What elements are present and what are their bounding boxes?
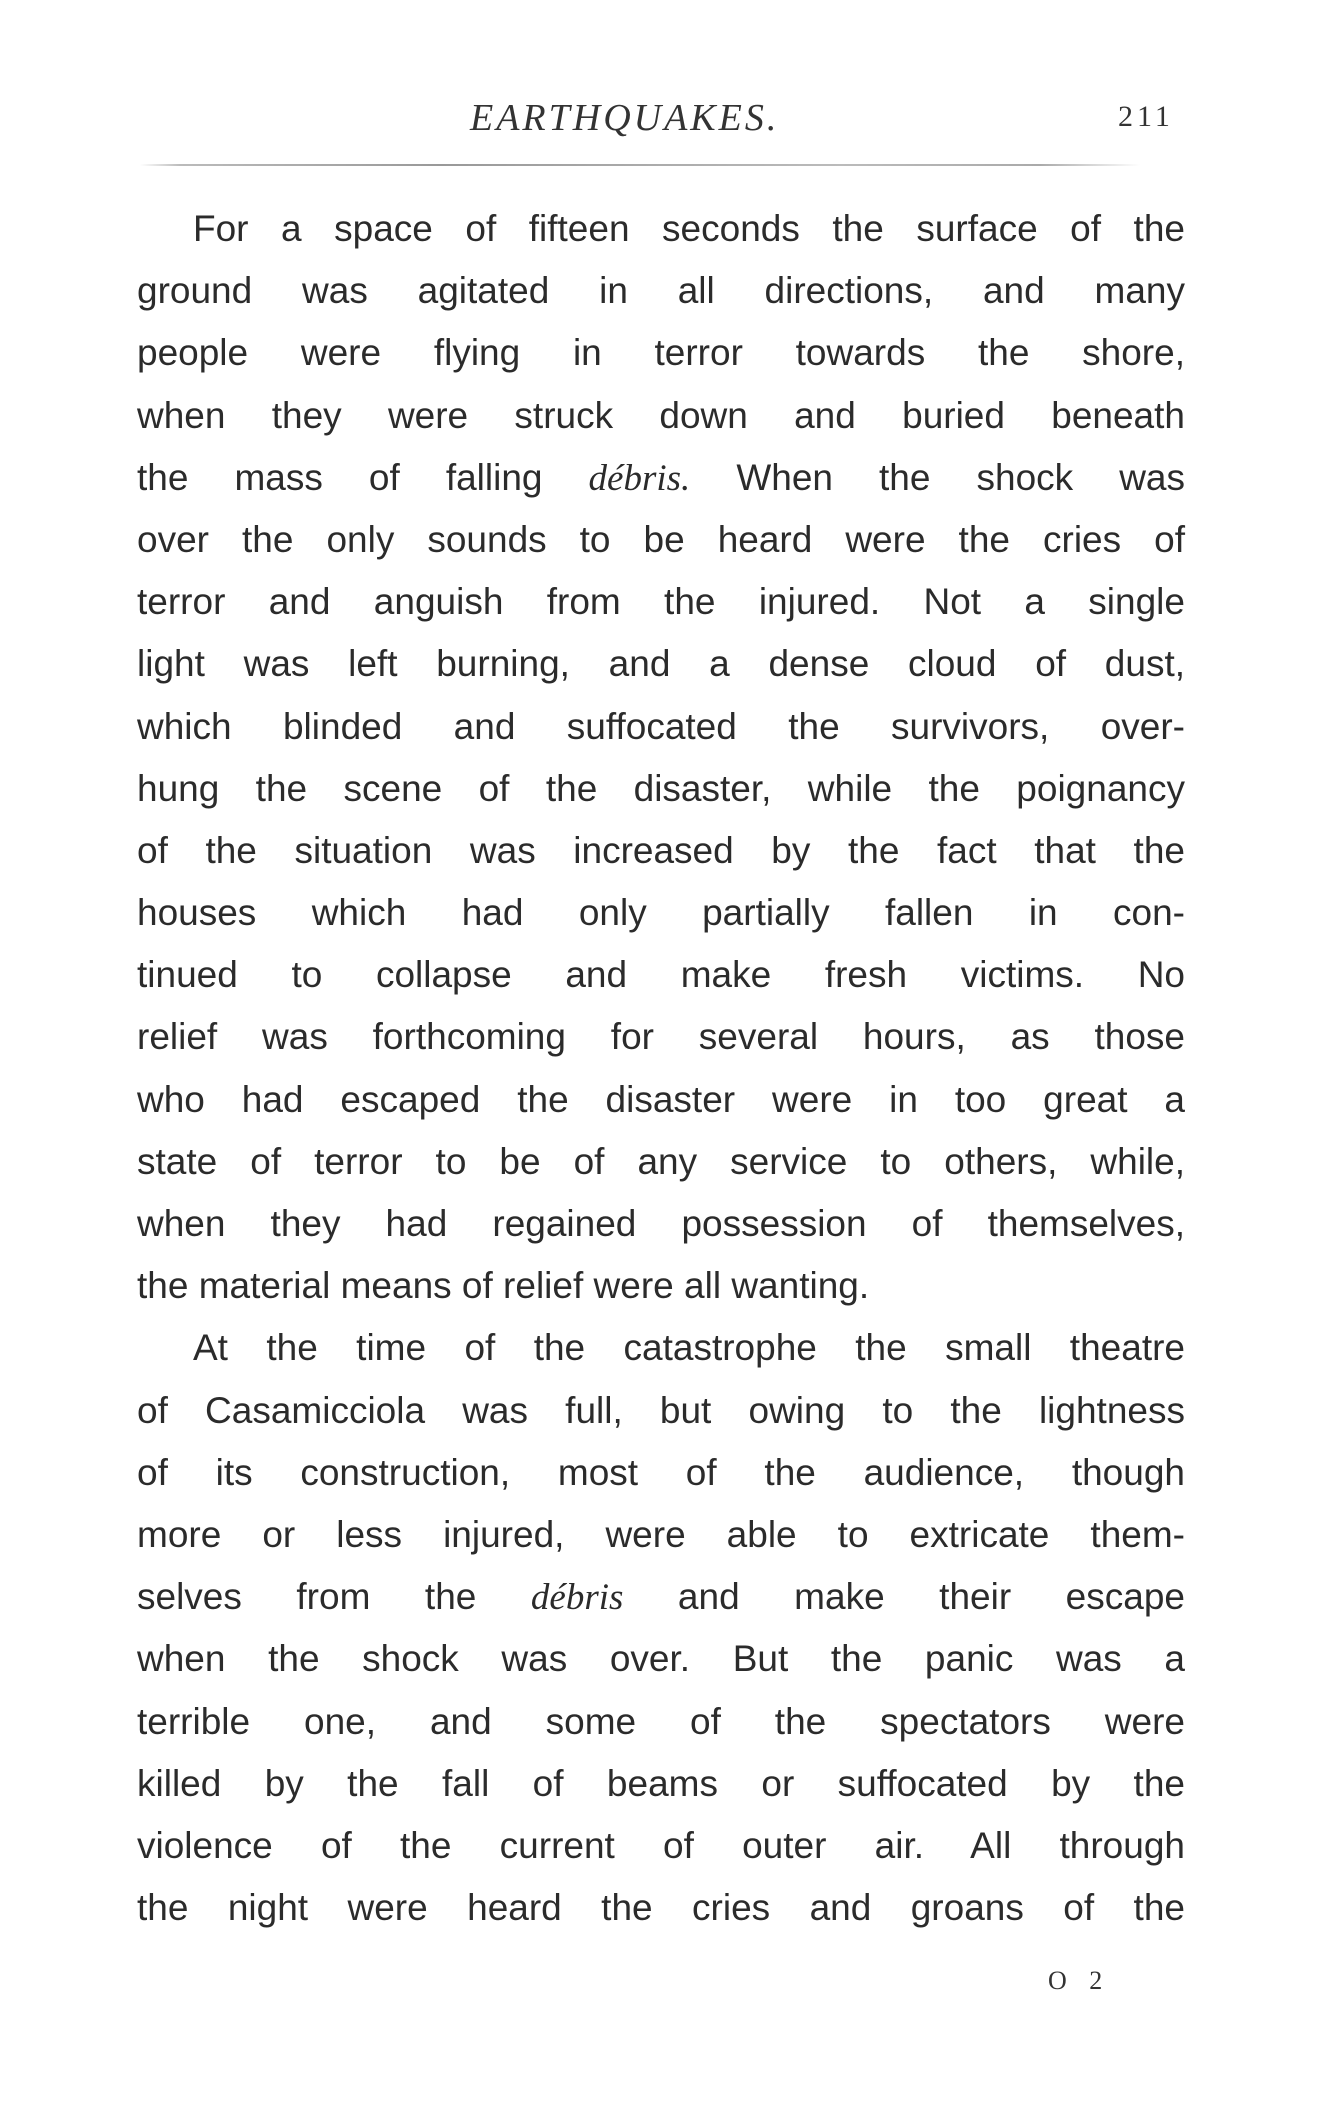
text-line: For a space of fifteen seconds the surface of the (193, 208, 1185, 249)
text-line: the material means of relief were all wanting. (137, 1265, 870, 1307)
text-line: state of terror to be of any service to others, while, (137, 1140, 1185, 1182)
text-line: people were flying in terror towards the shore, (137, 332, 1185, 374)
text-line: who had escaped the disaster were in too great a (137, 1078, 1185, 1120)
text-line: ground was agitated in all directions, and many (137, 270, 1185, 312)
text-line: terror and anguish from the injured. Not a single (137, 581, 1185, 623)
text-line: when they had regained possession of themselves, (137, 1203, 1185, 1244)
text-line: over the only sounds to be heard were the cries of (137, 518, 1185, 560)
text-line (137, 447, 1185, 509)
text-line: when they were struck down and buried beneath (137, 394, 1185, 436)
text-line: more or less injured, were able to extricate them- (137, 1513, 1185, 1555)
text-line: hung the scene of the disaster, while the poignancy (137, 767, 1185, 809)
text-line: houses which had only partially fallen in con- (137, 892, 1185, 934)
text-segment: and make their escape (623, 1576, 1185, 1618)
body-text (137, 198, 1185, 1939)
text-segment: selves from the (137, 1576, 531, 1618)
text-line: of Casamicciola was full, but owing to the lightness (137, 1389, 1185, 1431)
header-rule (140, 164, 1140, 166)
text-segment: When the shock was (690, 456, 1185, 498)
page-number: 211 (1118, 100, 1174, 133)
running-title: EARTHQUAKES. (470, 97, 780, 139)
text-line: when the shock was over. But the panic was a (137, 1638, 1185, 1680)
running-head (0, 96, 1330, 144)
text-line: of the situation was increased by the fact that the (137, 829, 1185, 871)
text-line: violence of the current of outer air. All through (137, 1824, 1185, 1866)
italic-term: débris. (588, 457, 691, 499)
text-line: killed by the fall of beams or suffocated by the (137, 1762, 1185, 1804)
text-line (137, 1566, 1185, 1628)
text-line: which blinded and suffocated the survivors, over- (137, 705, 1185, 747)
text-segment: the mass of falling (137, 456, 589, 498)
text-line: the night were heard the cries and groans of the (137, 1887, 1185, 1929)
signature-mark: O 2 (1048, 1966, 1111, 1995)
text-line: light was left burning, and a dense cloud of dust, (137, 643, 1185, 685)
italic-term: débris (530, 1577, 624, 1619)
text-line: of its construction, most of the audience, though (137, 1451, 1185, 1493)
text-line: At the time of the catastrophe the small theatre (193, 1327, 1185, 1369)
text-line: tinued to collapse and make fresh victims. No (137, 954, 1185, 996)
text-line: terrible one, and some of the spectators were (137, 1700, 1185, 1742)
text-line: relief was forthcoming for several hours, as those (137, 1016, 1185, 1058)
